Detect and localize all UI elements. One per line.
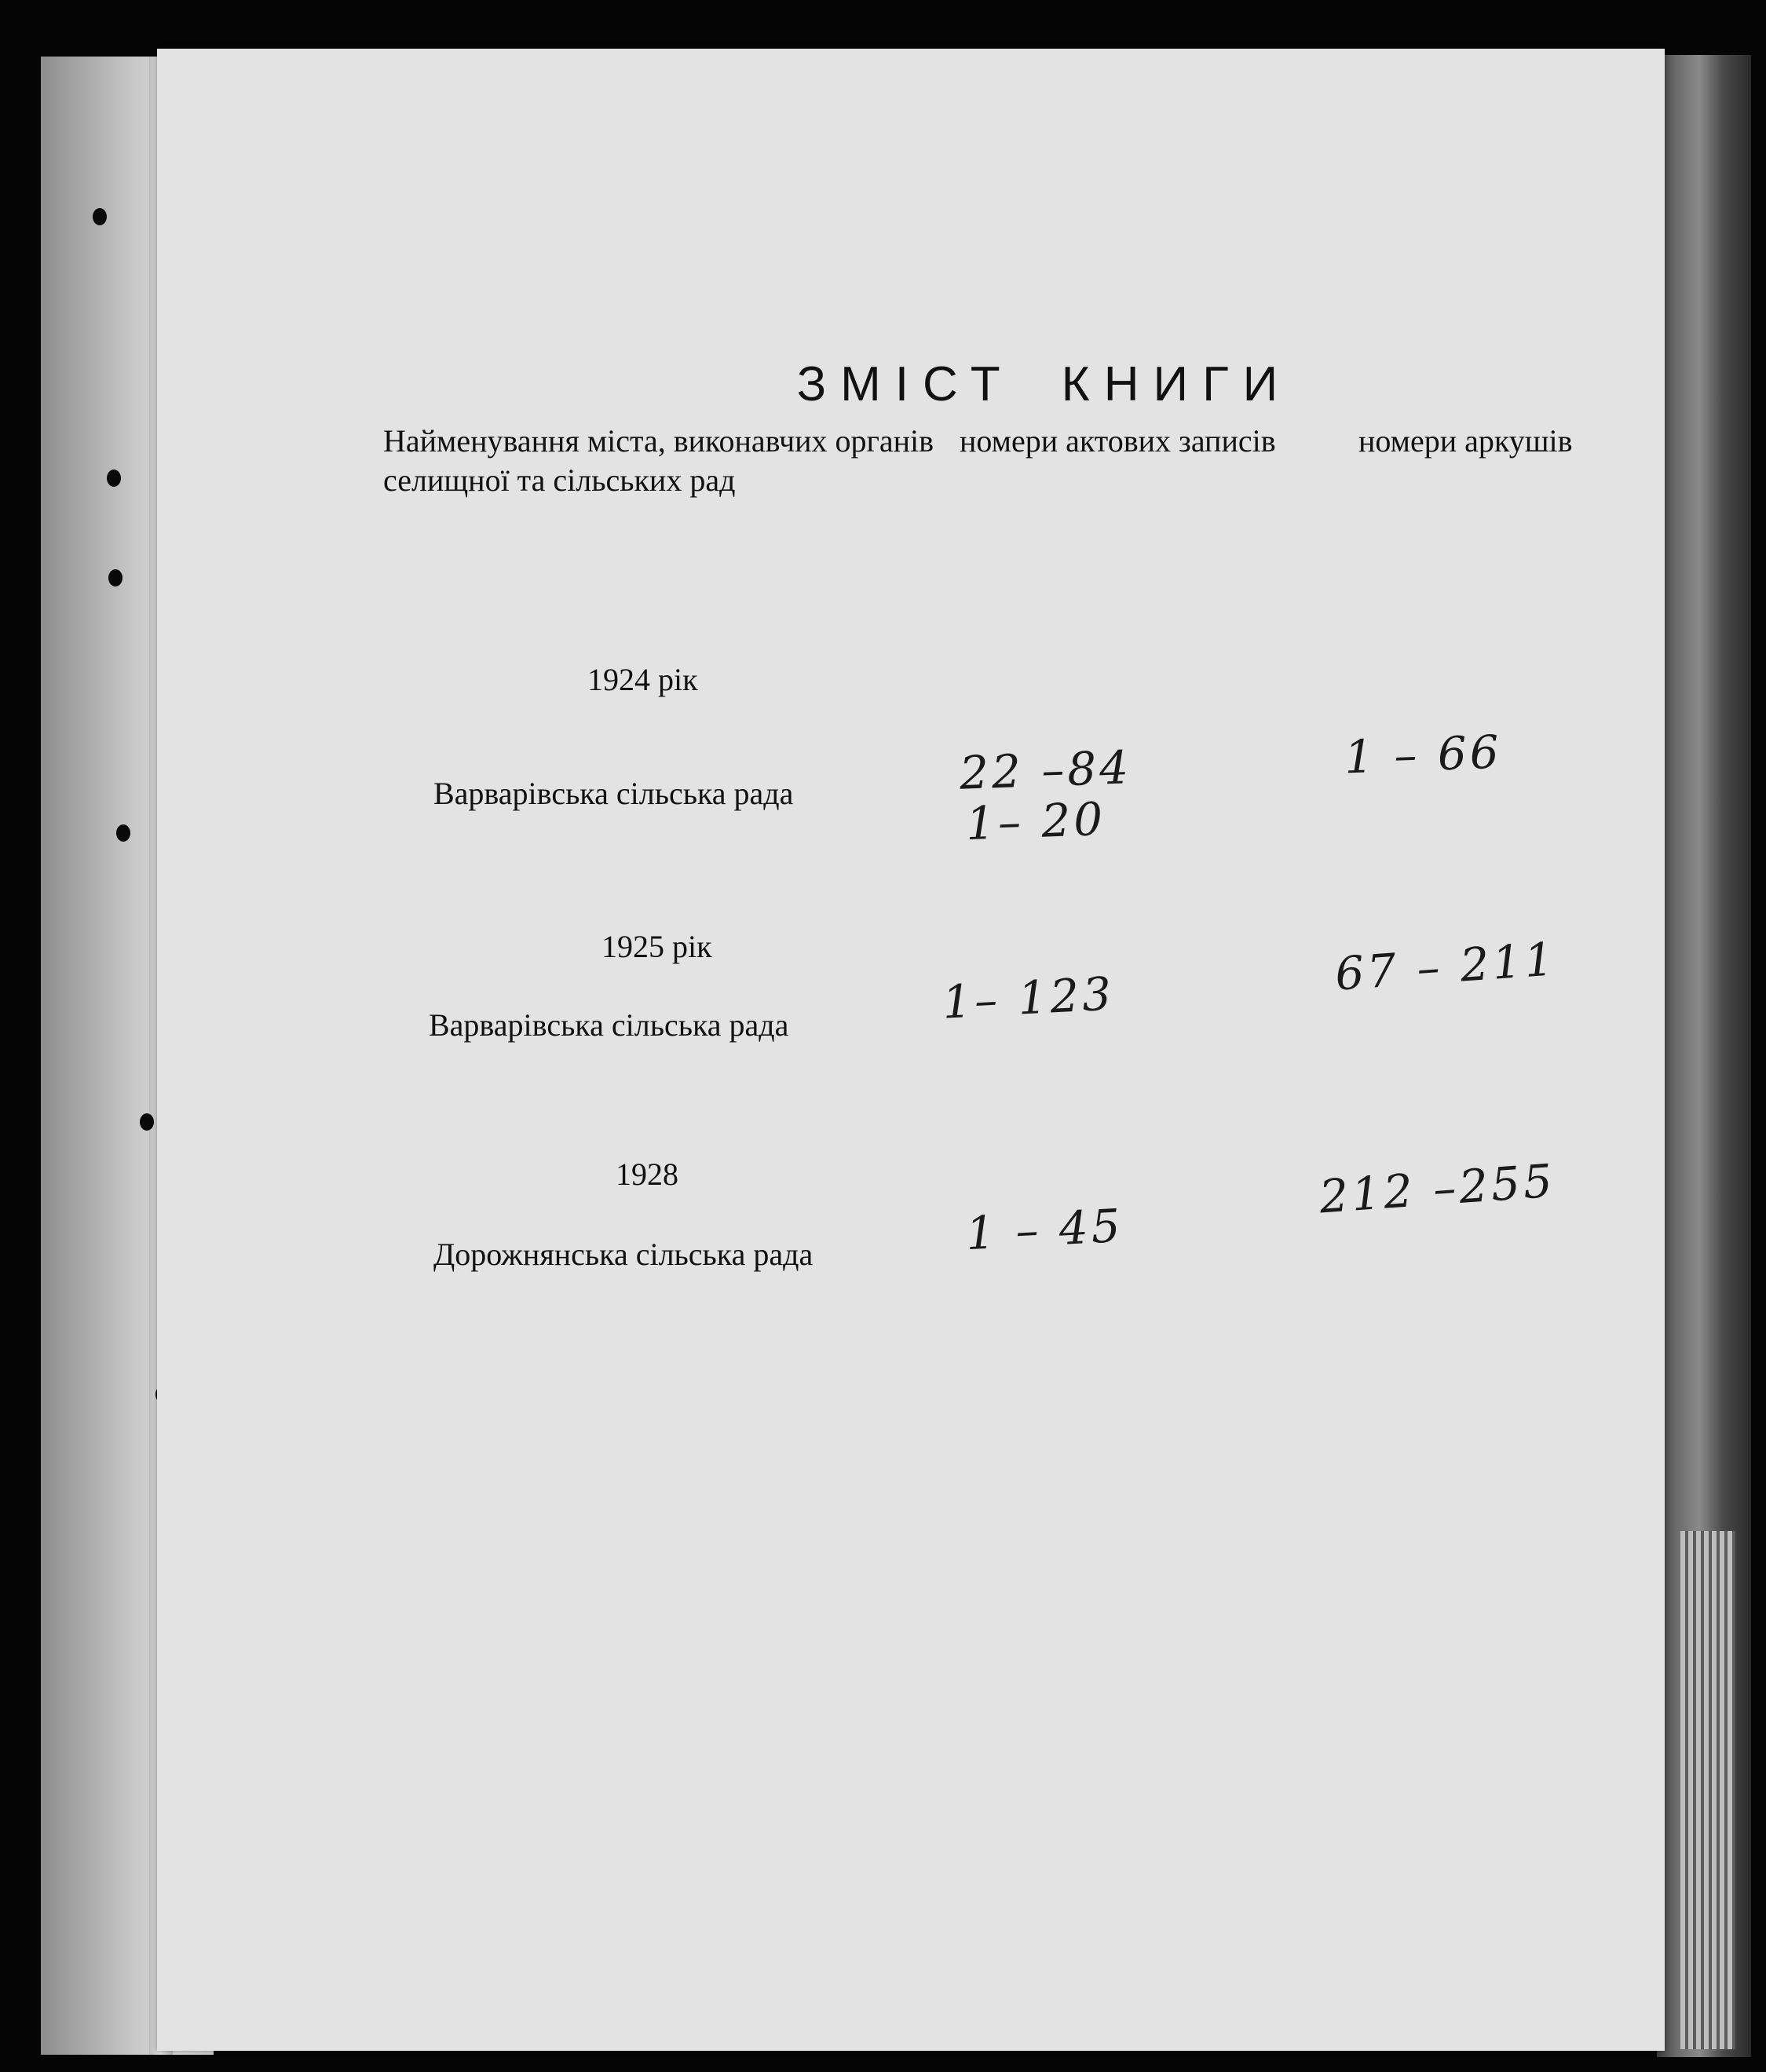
handwritten-sheet-numbers: 212 –255	[1317, 1153, 1557, 1224]
header-act-numbers: номери актових записів	[960, 423, 1276, 459]
council-name: Варварівська сільська рада	[433, 776, 794, 811]
title-word-1: ЗМІСТ	[796, 357, 1015, 411]
year-heading: 1928	[616, 1157, 678, 1192]
header-name: Найменування міста, виконавчих органів селищної та сільських рад	[383, 423, 934, 498]
council-name: Варварівська сільська рада	[429, 1007, 789, 1043]
header-sheet-numbers: номери аркушів	[1358, 423, 1573, 459]
handwritten-act-numbers: 1 – 45	[964, 1198, 1125, 1261]
handwritten-act-numbers: 1– 123	[941, 967, 1116, 1029]
binding-hole	[93, 208, 107, 225]
handwritten-sheet-numbers: 67 – 211	[1333, 932, 1559, 1001]
document-title	[157, 356, 1665, 412]
year-heading: 1925 рік	[601, 929, 712, 964]
title-word-2: КНИГИ	[1061, 357, 1293, 411]
document-sheet	[157, 49, 1665, 2051]
binding-hole	[140, 1113, 154, 1131]
handwritten-act-numbers: 22 –84	[958, 740, 1133, 800]
binding-hole	[116, 824, 130, 842]
council-name: Дорожнянська сільська рада	[433, 1237, 814, 1272]
page-edges	[1657, 55, 1751, 2057]
binding-hole	[108, 569, 122, 587]
handwritten-act-numbers: 1– 20	[964, 791, 1107, 851]
binding-hole	[107, 470, 121, 487]
handwritten-sheet-numbers: 1 – 66	[1343, 725, 1503, 784]
year-heading: 1924 рік	[587, 662, 698, 697]
